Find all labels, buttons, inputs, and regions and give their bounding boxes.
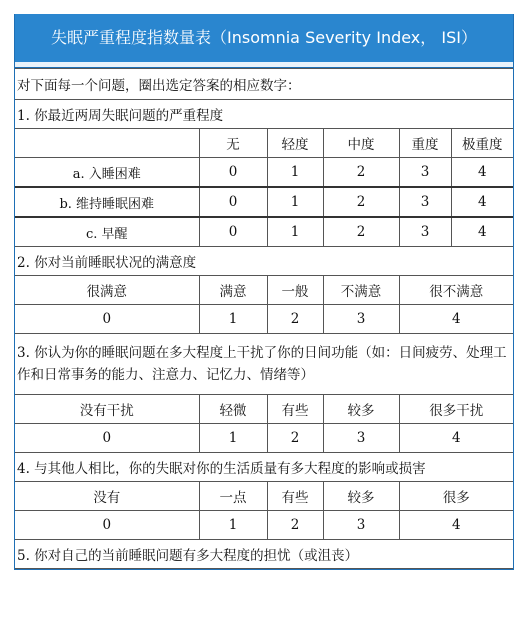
q4-header-row [15, 482, 513, 511]
q2-header: 不满意 [323, 276, 399, 305]
q3-header: 有些 [267, 395, 323, 424]
q2-score-row [15, 305, 513, 334]
q1-header-none: 无 [199, 129, 267, 158]
question-2: 2. 你对当前睡眠状况的满意度 [15, 247, 513, 276]
q4-header: 有些 [267, 482, 323, 511]
score-option[interactable]: 2 [267, 511, 323, 540]
score-option[interactable]: 0 [15, 305, 199, 334]
q2-header: 满意 [199, 276, 267, 305]
score-option[interactable]: 3 [399, 187, 451, 217]
q1-header-mild: 轻度 [267, 129, 323, 158]
q4-header: 较多 [323, 482, 399, 511]
score-option[interactable]: 1 [199, 424, 267, 453]
score-option[interactable]: 2 [323, 217, 399, 247]
q1-row-label: b. 维持睡眠困难 [15, 187, 199, 217]
score-option[interactable]: 2 [323, 187, 399, 217]
score-option[interactable]: 4 [399, 305, 513, 334]
score-option[interactable]: 4 [451, 158, 513, 188]
q2-header-row [15, 276, 513, 305]
isi-table [15, 68, 513, 569]
score-option[interactable]: 0 [15, 424, 199, 453]
q2-header: 一般 [267, 276, 323, 305]
q1-row-label: a. 入睡困难 [15, 158, 199, 188]
q2-header: 很不满意 [399, 276, 513, 305]
score-option[interactable]: 2 [267, 305, 323, 334]
q3-header: 没有干扰 [15, 395, 199, 424]
score-option[interactable]: 1 [267, 187, 323, 217]
instruction-text: 对下面每一个问题，圈出选定答案的相应数字： [15, 69, 513, 100]
question-3: 3. 你认为你的睡眠问题在多大程度上干扰了你的日间功能（如：日间疲劳、处理工作和日常事务的能力、注意力、记忆力、情绪等） [15, 334, 513, 395]
score-option[interactable]: 3 [323, 305, 399, 334]
score-option[interactable]: 4 [451, 187, 513, 217]
q1-header-row [15, 129, 513, 158]
score-option[interactable]: 0 [15, 511, 199, 540]
score-option[interactable]: 3 [399, 217, 451, 247]
score-option[interactable]: 3 [323, 424, 399, 453]
q2-header: 很满意 [15, 276, 199, 305]
q3-score-row [15, 424, 513, 453]
q1-row-label: c. 早醒 [15, 217, 199, 247]
q1-row-a [15, 158, 513, 188]
q1-header-blank [15, 129, 199, 158]
score-option[interactable]: 1 [199, 305, 267, 334]
q1-header-very-severe: 极重度 [451, 129, 513, 158]
score-option[interactable]: 1 [267, 158, 323, 188]
score-option[interactable]: 4 [399, 424, 513, 453]
q3-header: 很多干扰 [399, 395, 513, 424]
score-option[interactable]: 0 [199, 158, 267, 188]
score-option[interactable]: 4 [399, 511, 513, 540]
isi-form [14, 14, 514, 570]
score-option[interactable]: 1 [267, 217, 323, 247]
score-option[interactable]: 2 [267, 424, 323, 453]
score-option[interactable]: 3 [323, 511, 399, 540]
score-option[interactable]: 0 [199, 187, 267, 217]
q4-header: 一点 [199, 482, 267, 511]
q3-header: 较多 [323, 395, 399, 424]
q4-header: 很多 [399, 482, 513, 511]
question-4: 4. 与其他人相比，你的失眠对你的生活质量有多大程度的影响或损害 [15, 453, 513, 482]
question-5: 5. 你对自己的当前睡眠问题有多大程度的担忧（或沮丧） [15, 540, 513, 569]
question-1: 1. 你最近两周失眠问题的严重程度 [15, 100, 513, 129]
q1-header-severe: 重度 [399, 129, 451, 158]
score-option[interactable]: 4 [451, 217, 513, 247]
score-option[interactable]: 1 [199, 511, 267, 540]
page-title: 失眠严重程度指数量表（Insomnia Severity Index， ISI） [15, 14, 513, 62]
q4-header: 没有 [15, 482, 199, 511]
score-option[interactable]: 0 [199, 217, 267, 247]
score-option[interactable]: 2 [323, 158, 399, 188]
q1-row-b [15, 187, 513, 217]
q1-row-c [15, 217, 513, 247]
q1-header-moderate: 中度 [323, 129, 399, 158]
q4-score-row [15, 511, 513, 540]
q3-header-row [15, 395, 513, 424]
score-option[interactable]: 3 [399, 158, 451, 188]
q3-header: 轻微 [199, 395, 267, 424]
